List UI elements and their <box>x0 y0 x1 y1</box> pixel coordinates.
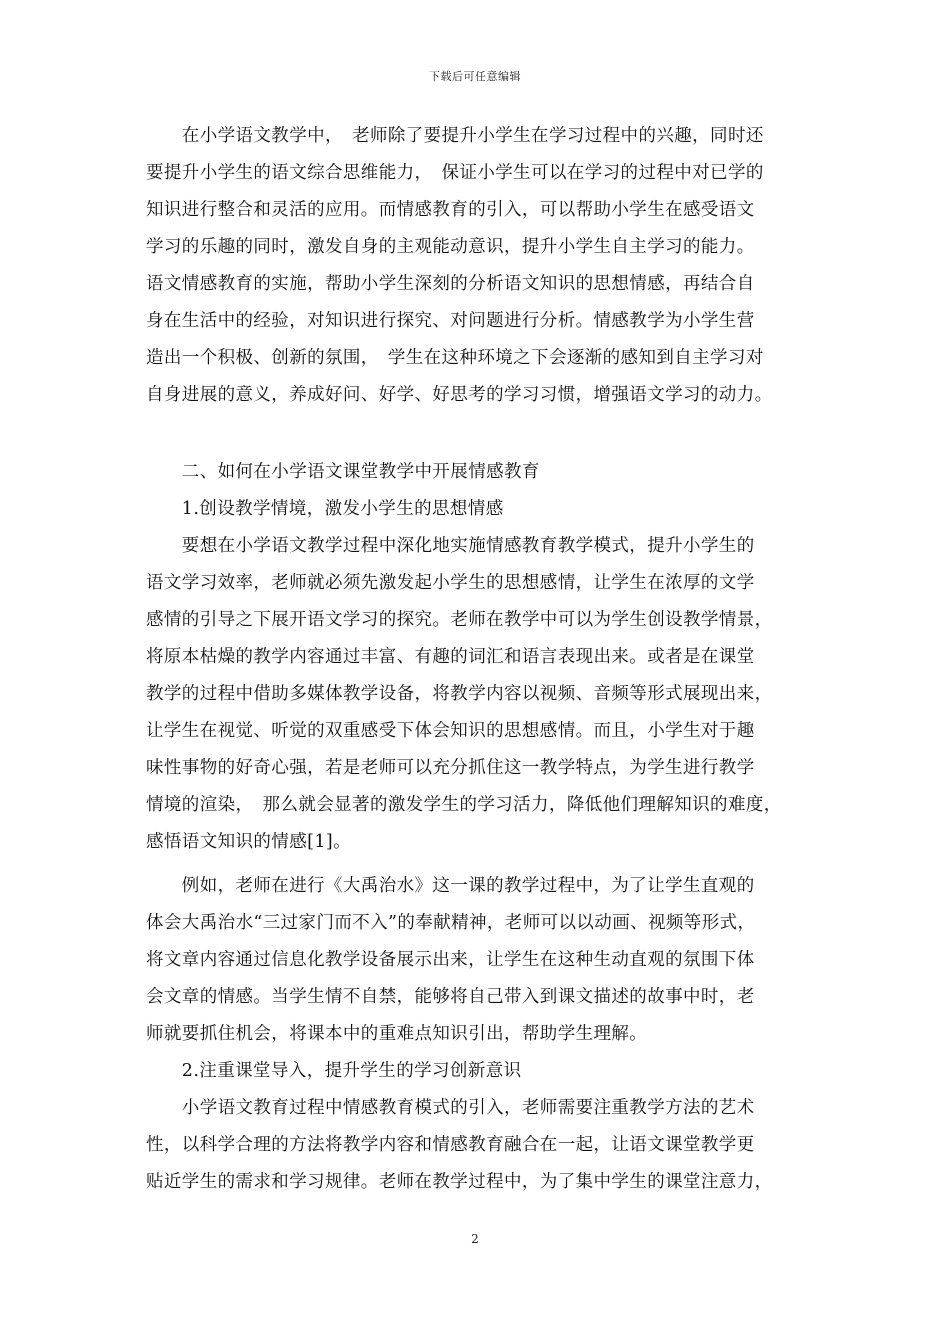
text-line: 将文章内容通过信息化教学设备展示出来，让学生在这种生动直观的氛围下体 <box>146 950 755 970</box>
text-line: 语文情感教育的实施，帮助小学生深刻的分析语文知识的思想情感，再结合自 <box>146 274 755 294</box>
text-line: 身在生活中的经验，对知识进行探究、对问题进行分析。情感教学为小学生营 <box>146 311 755 331</box>
text-line: 将原本枯燥的教学内容通过丰富、有趣的词汇和语言表现出来。或者是在课堂 <box>146 647 755 667</box>
text-line: 让学生在视觉、听觉的双重感受下体会知识的思想感情。而且，小学生对于趣 <box>146 721 755 741</box>
text-line: 学习的乐趣的同时，激发自身的主观能动意识，提升小学生自主学习的能力。 <box>146 237 755 257</box>
subsection-heading: 2.注重课堂导入，提升学生的学习创新意识 <box>146 1061 522 1081</box>
text-line: 情境的渲染， 那么就会显著的激发学生的学习活力，降低他们理解知识的难度， <box>146 795 782 815</box>
text-line: 性，以科学合理的方法将教学内容和情感教育融合在一起，让语文课堂教学更 <box>146 1135 755 1155</box>
text-line: 师就要抓住机会，将课本中的重难点知识引出，帮助学生理解。 <box>146 1024 648 1044</box>
text-line: 教学的过程中借助多媒体教学设备，将教学内容以视频、音频等形式展现出来， <box>146 684 773 704</box>
text-line: 语文学习效率，老师就必须先激发起小学生的思想感情，让学生在浓厚的文学 <box>146 573 755 593</box>
text-line: 感情的引导之下展开语文学习的探究。老师在教学中可以为学生创设教学情景， <box>146 610 773 630</box>
text-line: 味性事物的好奇心强，若是老师可以充分抓住这一教学特点，为学生进行教学 <box>146 758 755 778</box>
text-line: 在小学语文教学中， 老师除了要提升小学生在学习过程中的兴趣，同时还 <box>146 126 764 146</box>
page-header: 下载后可任意编辑 <box>429 70 521 83</box>
text-line: 知识进行整合和灵活的应用。而情感教育的引入，可以帮助小学生在感受语文 <box>146 200 755 220</box>
text-line: 要想在小学语文教学过程中深化地实施情感教育教学模式，提升小学生的 <box>146 536 755 556</box>
section-heading: 二、如何在小学语文课堂教学中开展情感教育 <box>146 462 540 482</box>
text-line: 会文章的情感。当学生情不自禁，能够将自己带入到课文描述的故事中时，老 <box>146 987 755 1007</box>
text-line: 造出一个积极、创新的氛围， 学生在这种环境之下会逐渐的感知到自主学习对 <box>146 348 764 368</box>
text-line: 感悟语文知识的情感[1]。 <box>146 832 351 852</box>
text-line: 例如，老师在进行《大禹治水》这一课的教学过程中，为了让学生直观的 <box>146 876 755 896</box>
text-line: 小学语文教育过程中情感教育模式的引入，老师需要注重教学方法的艺术 <box>146 1098 755 1118</box>
text-line: 体会大禹治水“三过家门而不入”的奉献精神，老师可以以动画、视频等形式， <box>146 913 756 933</box>
subsection-heading: 1.创设教学情境，激发小学生的思想情感 <box>146 499 504 519</box>
text-line: 自身进展的意义，养成好问、好学、好思考的学习习惯，增强语文学习的动力。 <box>146 385 773 405</box>
text-line: 贴近学生的需求和学习规律。老师在教学过程中，为了集中学生的课堂注意力， <box>146 1172 773 1192</box>
page-number: 2 <box>471 1232 479 1246</box>
text-line: 要提升小学生的语文综合思维能力， 保证小学生可以在学习的过程中对已学的 <box>146 163 764 183</box>
